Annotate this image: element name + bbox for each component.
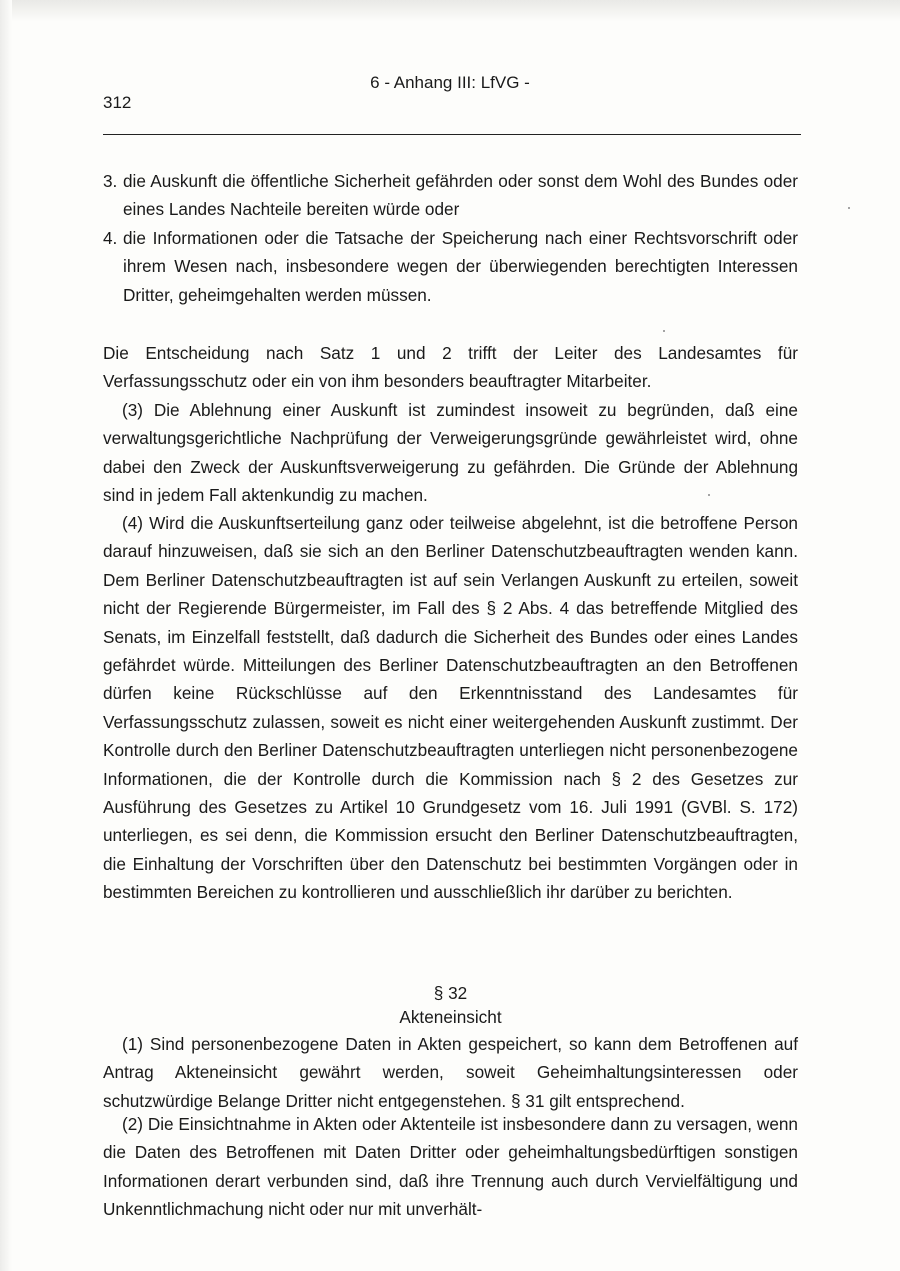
scan-speck [848,207,850,209]
list-item-text: die Auskunft die öffentliche Sicherheit gefährden oder sonst dem Wohl des Bundes oder eines Landes Nachteile bereiten würde oder [123,171,798,220]
list-item-4 [103,224,798,309]
section-paragraph-1: (1) Sind personenbezogene Daten in Akten gespeichert, so kann dem Betroffenen auf Antrag Akteneinsicht gewährt werden, soweit Geheimhaltungsinteressen oder schutzwürdige Belange Dritter nicht entgegenstehen. § 31 gilt entsprechend. [103,1034,798,1111]
paragraph-3: (3) Die Ablehnung einer Auskunft ist zumindest insoweit zu begründen, daß eine verwaltungsgerichtliche Nachprüfung der Verweigerungsgründe gewährleistet wird, ohne dabei den Zweck der Auskunftsverweigerung zu gefährden. Die Gründe der Ablehnung sind in jedem Fall aktenkundig zu machen. [103,400,798,506]
scan-shadow-top [0,0,900,22]
section-paragraph-2: (2) Die Einsichtnahme in Akten oder Aktenteile ist insbesondere dann zu versagen, wenn die Daten des Betroffenen mit Daten Dritter oder geheimhaltungsbedürftigen sonstigen Informationen derart verbunden sind, daß ihre Trennung auch durch Vervielfältigung und Unkenntlichmachung nicht oder nur mit unverhält- [103,1114,798,1220]
list-item-3 [103,167,798,224]
header-divider [103,134,801,135]
page-number: 312 [103,93,132,112]
running-header-title: 6 - Anhang III: LfVG - [370,73,530,92]
section-number: § 32 [433,983,468,1003]
paragraph-4: (4) Wird die Auskunftserteilung ganz oder teilweise abgelehnt, ist die betroffene Person darauf hinzuweisen, daß sie sich an den Berliner Datenschutzbeauftragten wenden kann. Dem Berliner Datenschutzbeauftragten ist auf sein Verlangen Auskunft zu erteilen, soweit nicht der Regierende Bürgermeister, im Fall des § 2 Abs. 4 das betreffende Mitglied des Senats, im Einzelfall feststellt, daß dadurch die Sicherheit des Bundes oder eines Landes gefährdet würde. Mitteilungen des Berliner Datenschutzbeauftragten an den Betroffenen dürfen keine Rückschlüsse auf den Erkenntnisstand des Landesamtes für Verfassungsschutz zulassen, soweit es nicht einer weitergehenden Auskunft zustimmt. Der Kontrolle durch den Berliner Datenschutzbeauftragten unterliegen nicht personenbezogene Informationen, die der Kontrolle durch die Kommission nach § 2 des Gesetzes zur Ausführung des Gesetzes zu Artikel 10 Grundgesetz vom 16. Juli 1991 (GVBl. S. 172) unterliegen, es sei denn, die Kommission ersucht den Berliner Datenschutzbeauftragten, die Einhaltung der Vorschriften über den Datenschutz bei bestimmten Vorgängen oder in bestimmten Bereichen zu kontrollieren und ausschließlich ihr darüber zu berichten. [103,513,798,903]
scan-shadow-left [0,0,12,1271]
scan-speck [663,330,665,332]
scan-speck [708,494,710,496]
list-item-text: die Informationen oder die Tatsache der Speicherung nach einer Rechtsvorschrift oder ihrem Wesen nach, insbesondere wegen der überwiegenden berechtigten Interessen Dritter, geheimgehalten werden müssen. [123,228,798,305]
list-item-number: 4. [103,228,118,248]
list-item-number: 3. [103,171,118,191]
paragraph-decision: Die Entscheidung nach Satz 1 und 2 trifft der Leiter des Landesamtes für Verfassungsschutz oder ein von ihm besonders beauftragter Mitarbeiter. [103,343,798,392]
section-title: Akteneinsicht [399,1007,502,1027]
